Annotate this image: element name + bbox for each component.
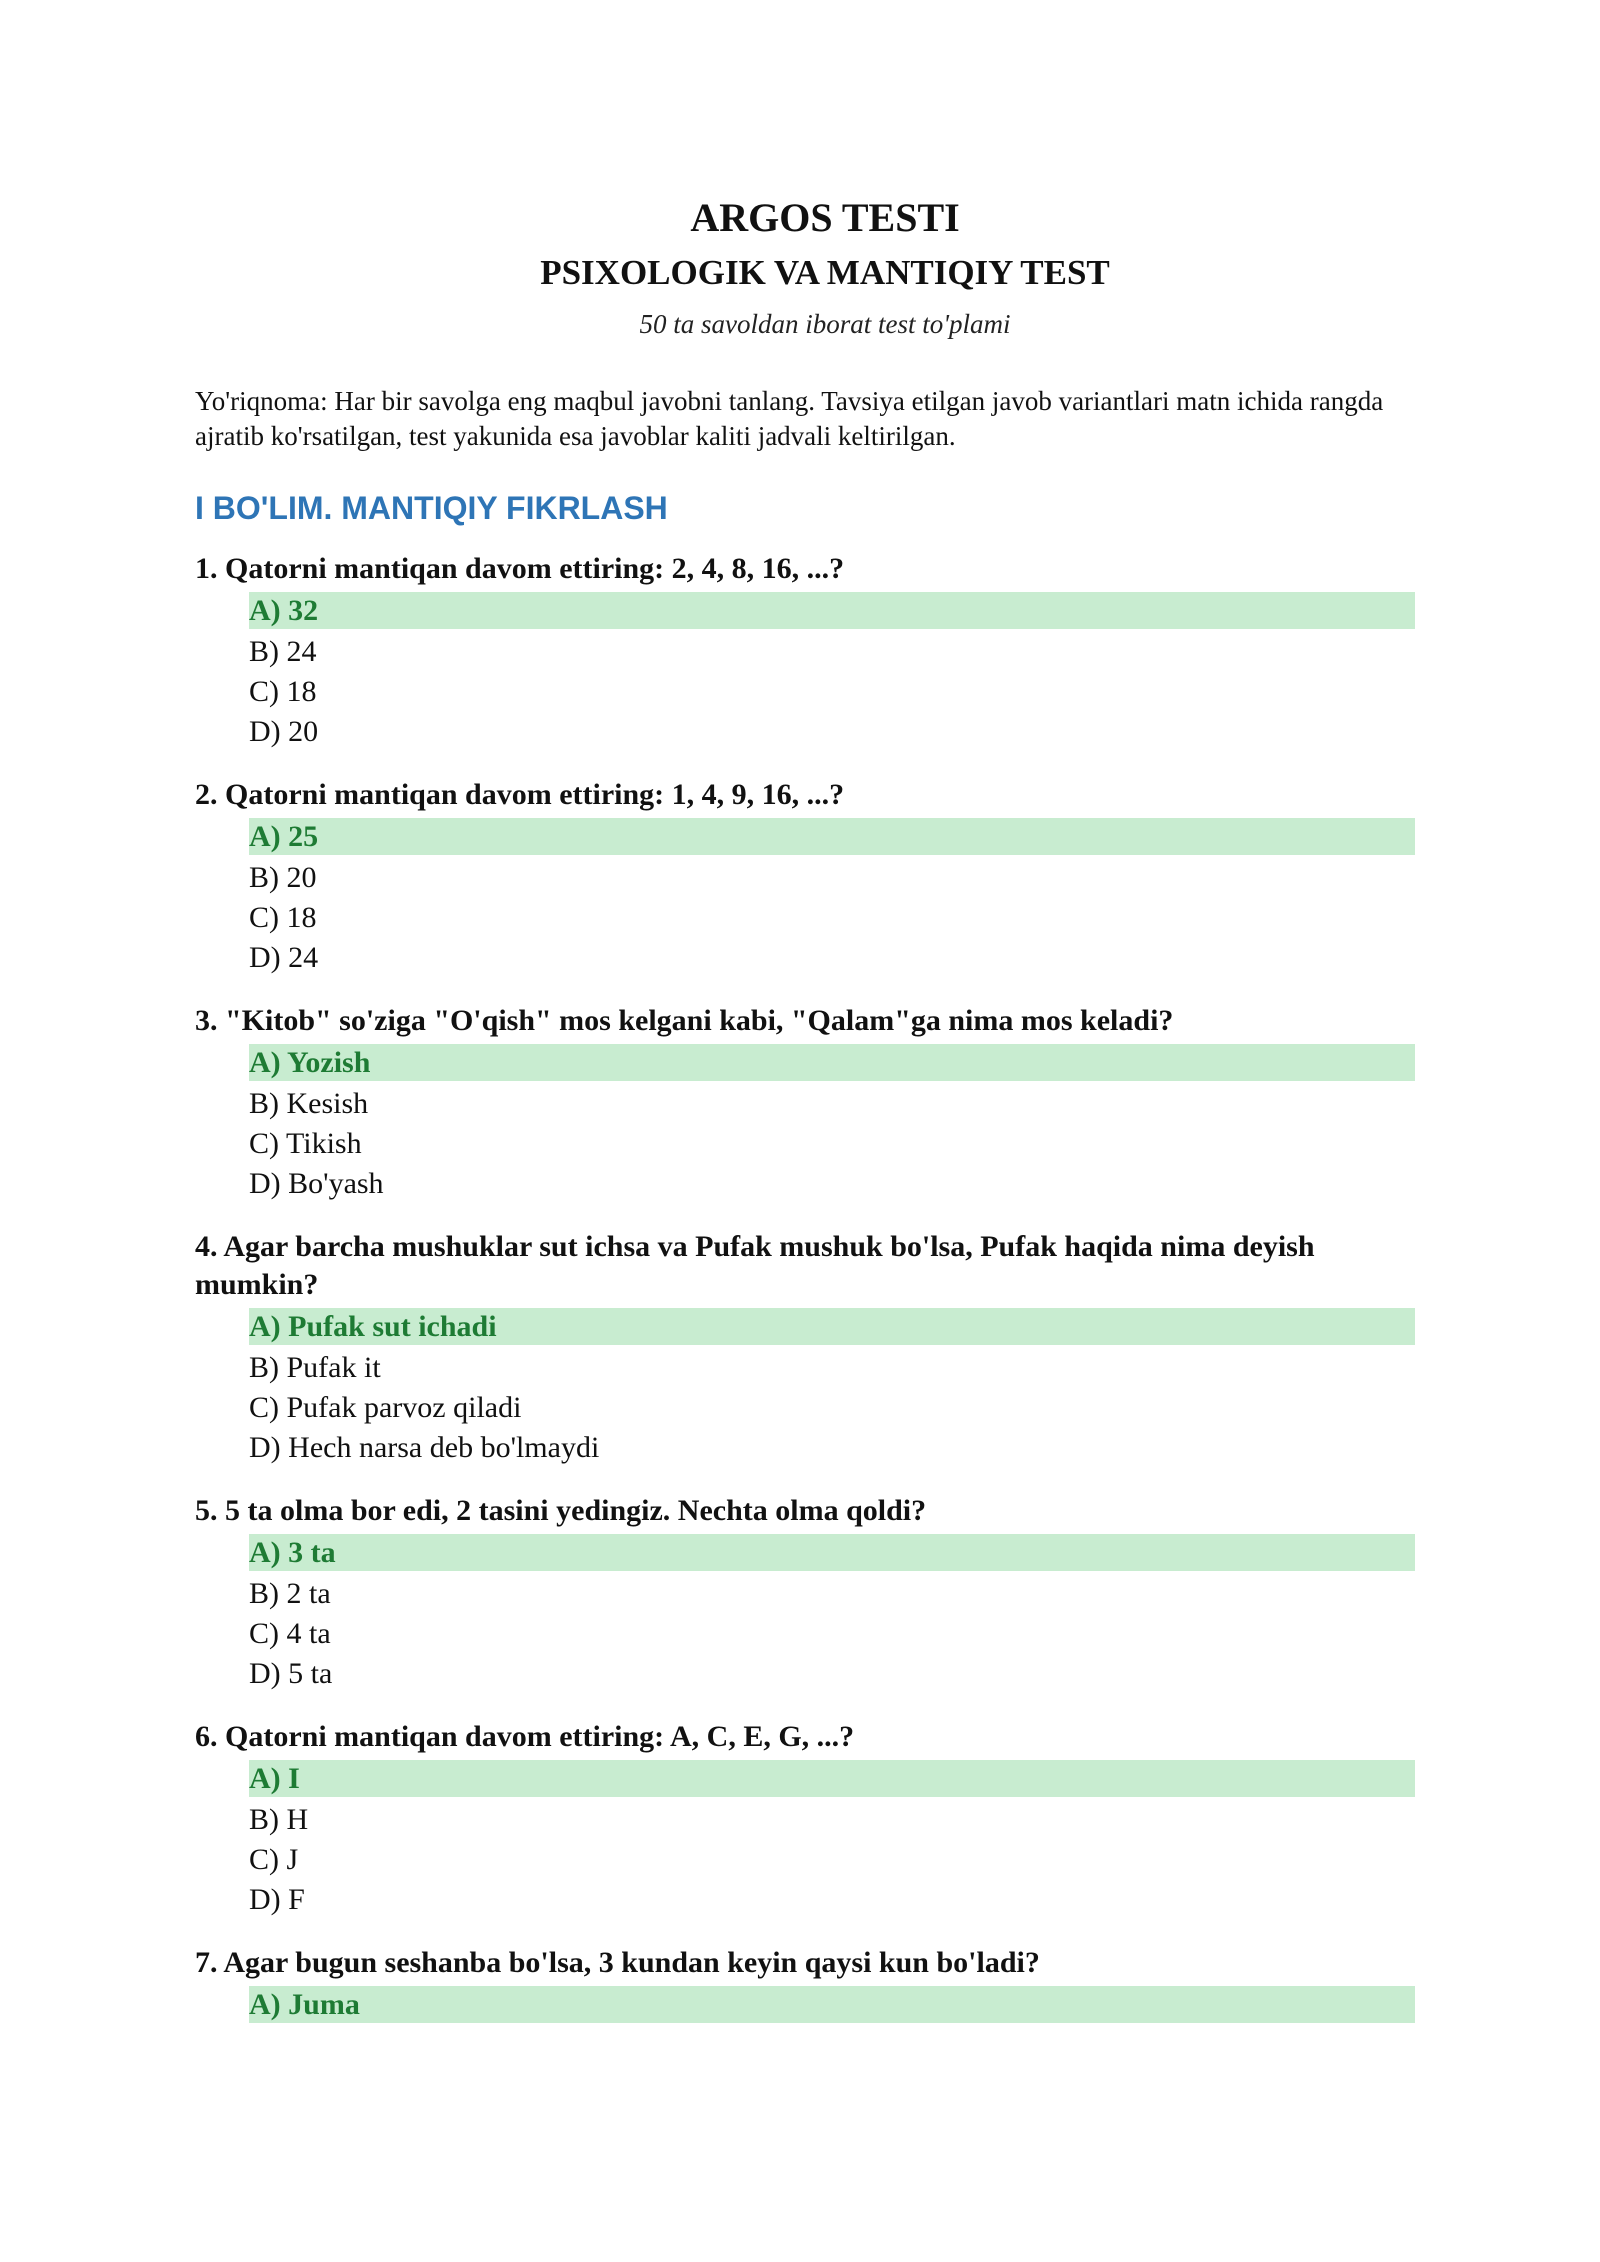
answer-option-correct: A) 25 — [249, 818, 1415, 855]
question-text: 6. Qatorni mantiqan davom ettiring: A, C, E, G, ...? — [195, 1720, 855, 1753]
question-block — [195, 1944, 1415, 2023]
question-text: 7. Agar bugun seshanba bo'lsa, 3 kundan keyin qaysi kun bo'ladi? — [195, 1946, 1040, 1979]
answer-options — [249, 818, 1415, 978]
question-text: 2. Qatorni mantiqan davom ettiring: 1, 4, 9, 16, ...? — [195, 778, 845, 811]
answer-option: D) 24 — [249, 941, 319, 974]
answer-option-correct: A) Juma — [249, 1986, 1415, 2023]
answer-option: B) 24 — [249, 635, 317, 668]
answer-option: B) Pufak it — [249, 1351, 381, 1384]
question-text: 5. 5 ta olma bor edi, 2 tasini yedingiz. Nechta olma qoldi? — [195, 1494, 927, 1527]
answer-options — [249, 1986, 1415, 2023]
answer-option: D) Hech narsa deb bo'lmaydi — [249, 1431, 600, 1464]
question-block — [195, 1718, 1415, 1920]
answer-option: B) 2 ta — [249, 1577, 331, 1610]
document-page — [195, 190, 1415, 2026]
question-list — [195, 550, 1415, 2023]
answer-option-correct: A) 3 ta — [249, 1534, 1415, 1571]
answer-option: B) Kesish — [249, 1087, 369, 1120]
document-tagline: 50 ta savoldan iborat test to'plami — [639, 309, 1011, 339]
answer-options — [249, 1534, 1415, 1694]
answer-options — [249, 1044, 1415, 1204]
answer-option: B) 20 — [249, 861, 317, 894]
answer-options — [249, 1760, 1415, 1920]
answer-option: C) 18 — [249, 901, 317, 934]
instructions-paragraph: Yo'riqnoma: Har bir savolga eng maqbul javobni tanlang. Tavsiya etilgan javob variantlari matn ichida rangda ajratib ko'rsatilgan, test yakunida esa javoblar kaliti jadvali keltirilgan. — [195, 386, 1384, 451]
answer-option: B) H — [249, 1803, 309, 1836]
answer-option: D) F — [249, 1883, 305, 1916]
answer-option: D) 20 — [249, 715, 319, 748]
question-block — [195, 1492, 1415, 1694]
answer-option: C) J — [249, 1843, 299, 1876]
question-text: 4. Agar barcha mushuklar sut ichsa va Pufak mushuk bo'lsa, Pufak haqida nima deyish mumkin? — [195, 1230, 1315, 1301]
answer-option-correct: A) I — [249, 1760, 1415, 1797]
question-block — [195, 1002, 1415, 1204]
answer-options — [249, 592, 1415, 752]
section-title: I BO'LIM. MANTIQIY FIKRLASH — [195, 490, 668, 526]
document-subtitle: PSIXOLOGIK VA MANTIQIY TEST — [540, 253, 1110, 292]
question-text: 1. Qatorni mantiqan davom ettiring: 2, 4, 8, 16, ...? — [195, 552, 845, 585]
question-block — [195, 550, 1415, 752]
answer-option: C) Pufak parvoz qiladi — [249, 1391, 522, 1424]
answer-option: C) 18 — [249, 675, 317, 708]
question-block — [195, 776, 1415, 978]
answer-option: C) Tikish — [249, 1127, 362, 1160]
question-block — [195, 1228, 1415, 1468]
answer-option: D) Bo'yash — [249, 1167, 384, 1200]
question-text: 3. "Kitob" so'ziga "O'qish" mos kelgani kabi, "Qalam"ga nima mos keladi? — [195, 1004, 1174, 1037]
answer-option-correct: A) Pufak sut ichadi — [249, 1308, 1415, 1345]
answer-option: C) 4 ta — [249, 1617, 331, 1650]
answer-option-correct: A) 32 — [249, 592, 1415, 629]
answer-option-correct: A) Yozish — [249, 1044, 1415, 1081]
answer-option: D) 5 ta — [249, 1657, 333, 1690]
answer-options — [249, 1308, 1415, 1468]
document-title: ARGOS TESTI — [690, 195, 960, 240]
